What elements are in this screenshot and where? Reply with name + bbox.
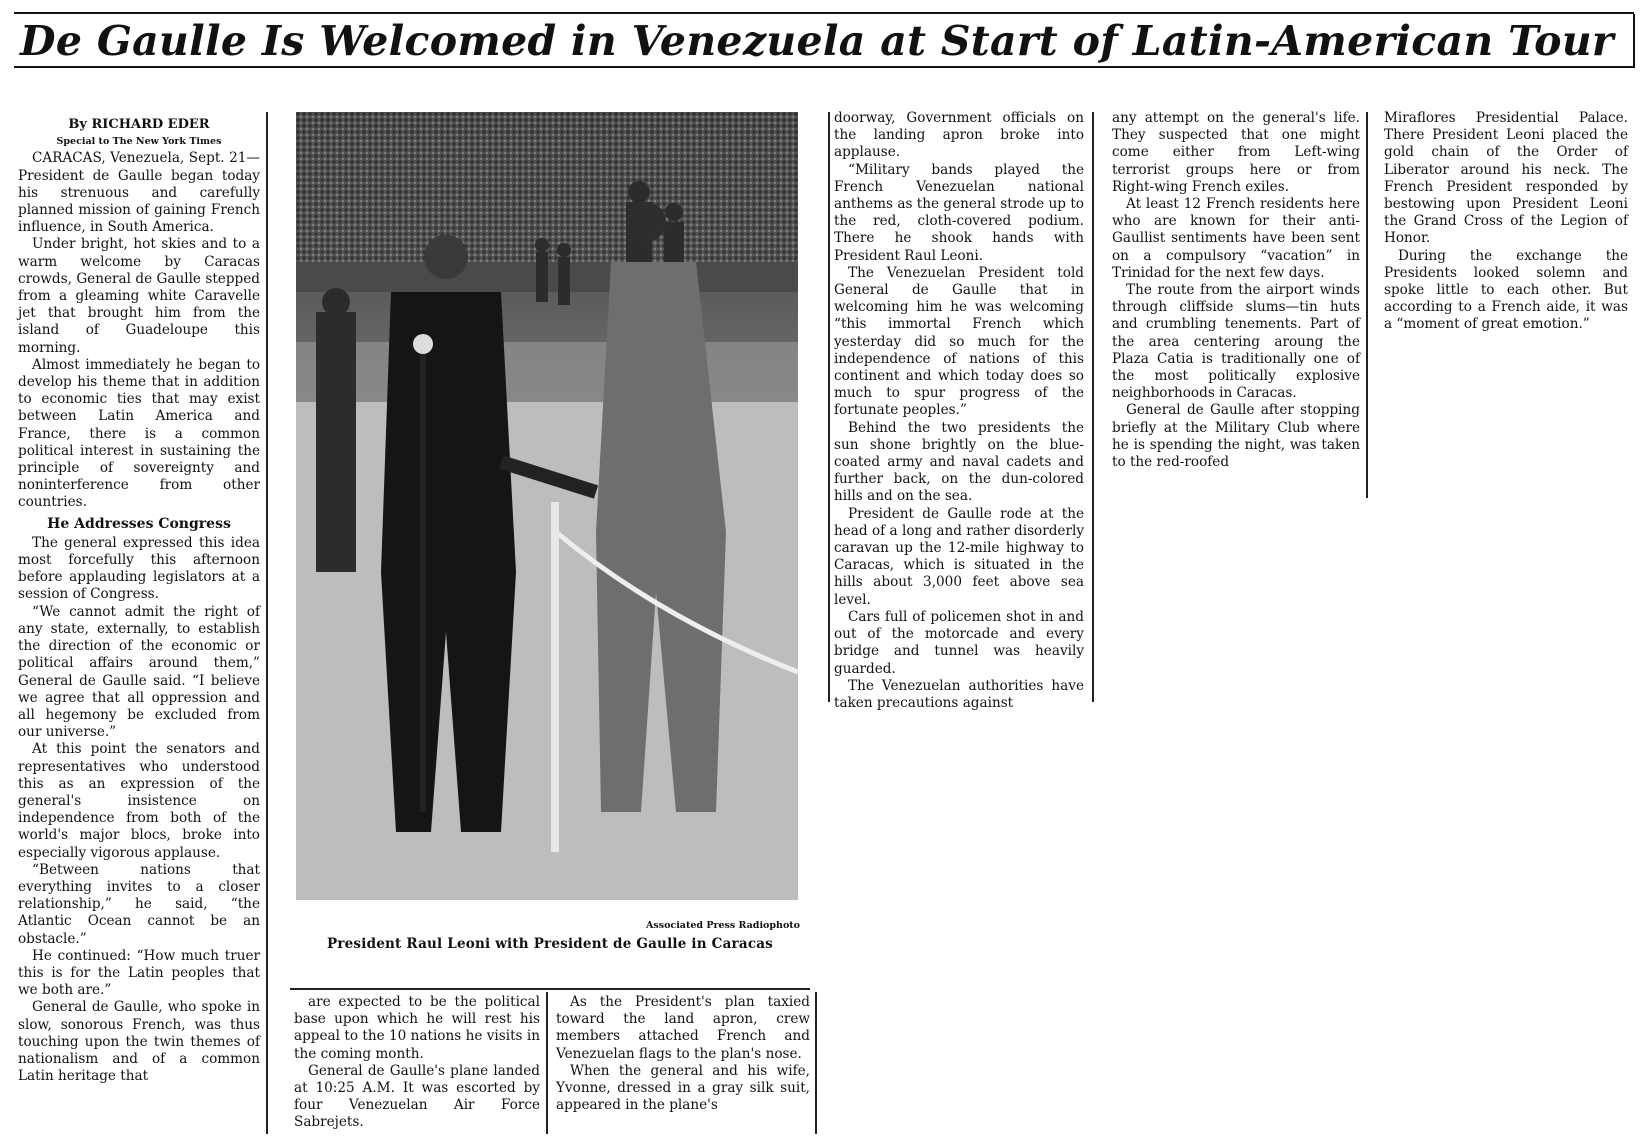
column-5 (1112, 110, 1360, 471)
byline: By RICHARD EDER (68, 117, 210, 132)
col4-paragraph: Cars full of policemen shot in and out of the motorcade and every bridge and tunnel was heavily guarded. (834, 608, 1084, 677)
col3-paragraph: When the general and his wife, Yvonne, dressed in a gray silk suit, appeared in the plane's (556, 1062, 810, 1114)
col5-paragraph: General de Gaulle after stopping briefly at the Military Club where he is spending the night, was taken to the red-roofed (1112, 402, 1360, 471)
col1-paragraph: CARACAS, Venezuela, Sept. 21—President de Gaulle began today his strenuous and carefully planned mission of gaining French influence, in South America. (18, 150, 260, 236)
special-credit: Special to The New York Times (56, 136, 222, 148)
column-3 (556, 994, 810, 1114)
col2-paragraph: General de Gaulle's plane landed at 10:25 A.M. It was escorted by four Venezuelan Air Force Sabrejets. (294, 1062, 540, 1131)
col2-paragraph: are expected to be the political base upon which he will rest his appeal to the 10 nations he visits in the coming month. (294, 994, 540, 1062)
photograph (296, 112, 798, 900)
column-4 (834, 110, 1084, 712)
subhead: He Addresses Congress (47, 515, 231, 532)
column-rule (828, 112, 830, 702)
col4-paragraph: Behind the two presidents the sun shone brightly on the blue-coated army and naval cadets and further back, on the dun-colored hills and on the sea. (834, 419, 1084, 505)
section-rule (290, 988, 810, 990)
col4-paragraph: doorway, Government officials on the landing apron broke into applause. (834, 110, 1084, 161)
column-rule (266, 112, 268, 1134)
col4-paragraph: President de Gaulle rode at the head of a long and rather disorderly caravan up the 12-mile highway to Caracas, which is situated in the hills about 3,000 feet above sea level. (834, 505, 1084, 608)
col4-paragraph: “Military bands played the French Venezuelan national anthems as the general strode up to the red, cloth-covered podium. There he shook hands with President Raul Leoni. (834, 161, 1084, 264)
col1-paragraph: “We cannot admit the right of any state, externally, to establish the direction of the economic or political affairs around them,” General de Gaulle said. “I believe we agree that all oppression and all hegemony be excluded from our universe.” (18, 603, 260, 741)
col6-paragraph: During the exchange the Presidents looked solemn and spoke little to each other. But according to a French aide, it was a “moment of great emotion.” (1384, 247, 1628, 333)
column-2 (294, 994, 540, 1132)
headline-right-rule (1633, 14, 1635, 68)
col1-paragraph: He continued: “How much truer this is for the Latin peoples that we both are.” (18, 947, 260, 999)
column-1 (18, 116, 260, 1085)
col6-paragraph: Miraflores Presidential Palace. There President Leoni placed the gold chain of the Order of Liberator around his neck. The French President responded by bestowing upon President Leoni the Grand Cross of the Legion of Honor. (1384, 110, 1628, 247)
column-6 (1384, 110, 1628, 334)
col1-paragraph: At this point the senators and representatives who understood this as an expression of the general's insistence on independence from both of the world's major blocs, broke into especially vigorous applause. (18, 741, 260, 861)
col1-paragraph: Almost immediately he began to develop his theme that in addition to economic ties that may exist between Latin America and France, there is a common political interest in sustaining the principle of sovereignty and noninterference from other countries. (18, 356, 260, 511)
col5-paragraph: The route from the airport winds through cliffside slums—tin huts and crumbling tenements. Part of the area centering aroung the Plaza Catia is traditionally one of the most politically explosive neighborhoods in Caracas. (1112, 282, 1360, 402)
column-rule (1092, 112, 1094, 702)
col1-paragraph: Under bright, hot skies and to a warm welcome by Caracas crowds, General de Gaulle stepped from a gleaming white Caravelle jet that brought him from the island of Guadeloupe this morning. (18, 236, 260, 356)
photo-image (296, 112, 798, 900)
column-rule (546, 992, 548, 1134)
col1-paragraph: The general expressed this idea most forcefully this afternoon before applauding legislators at a session of Congress. (18, 534, 260, 603)
col4-paragraph: The Venezuelan President told General de Gaulle that in welcoming him he was welcoming “this immortal French which yesterday did so much for the independence of nations of this continent and which today does so much to spur progress of the fortunate peoples.” (834, 264, 1084, 419)
headline: De Gaulle Is Welcomed in Venezuela at Start of Latin-American Tour (14, 12, 1634, 68)
col5-paragraph: any attempt on the general's life. They suspected that one might come either from Left-wing terrorist groups here or from Right-wing French exiles. (1112, 110, 1360, 195)
col3-paragraph: As the President's plan taxied toward the land apron, crew members attached French and Venezuelan flags to the plan's nose. (556, 994, 810, 1062)
col5-paragraph: At least 12 French residents here who are known for their anti-Gaullist sentiments have been sent on a compulsory “vacation” in Trinidad for the next few days. (1112, 196, 1360, 281)
col1-paragraph: “Between nations that everything invites to a closer relationship,” he said, “the Atlantic Ocean cannot be an obstacle.” (18, 861, 260, 947)
column-rule (815, 992, 817, 1134)
col4-paragraph: The Venezuelan authorities have taken precautions against (834, 677, 1084, 711)
photo-credit: Associated Press Radiophoto (646, 920, 800, 931)
col1-paragraph: General de Gaulle, who spoke in slow, sonorous French, was thus touching upon the twin themes of nationalism and of a common Latin heritage that (18, 999, 260, 1085)
column-rule (1366, 112, 1368, 498)
photo-caption: President Raul Leoni with President de Gaulle in Caracas (326, 936, 773, 952)
